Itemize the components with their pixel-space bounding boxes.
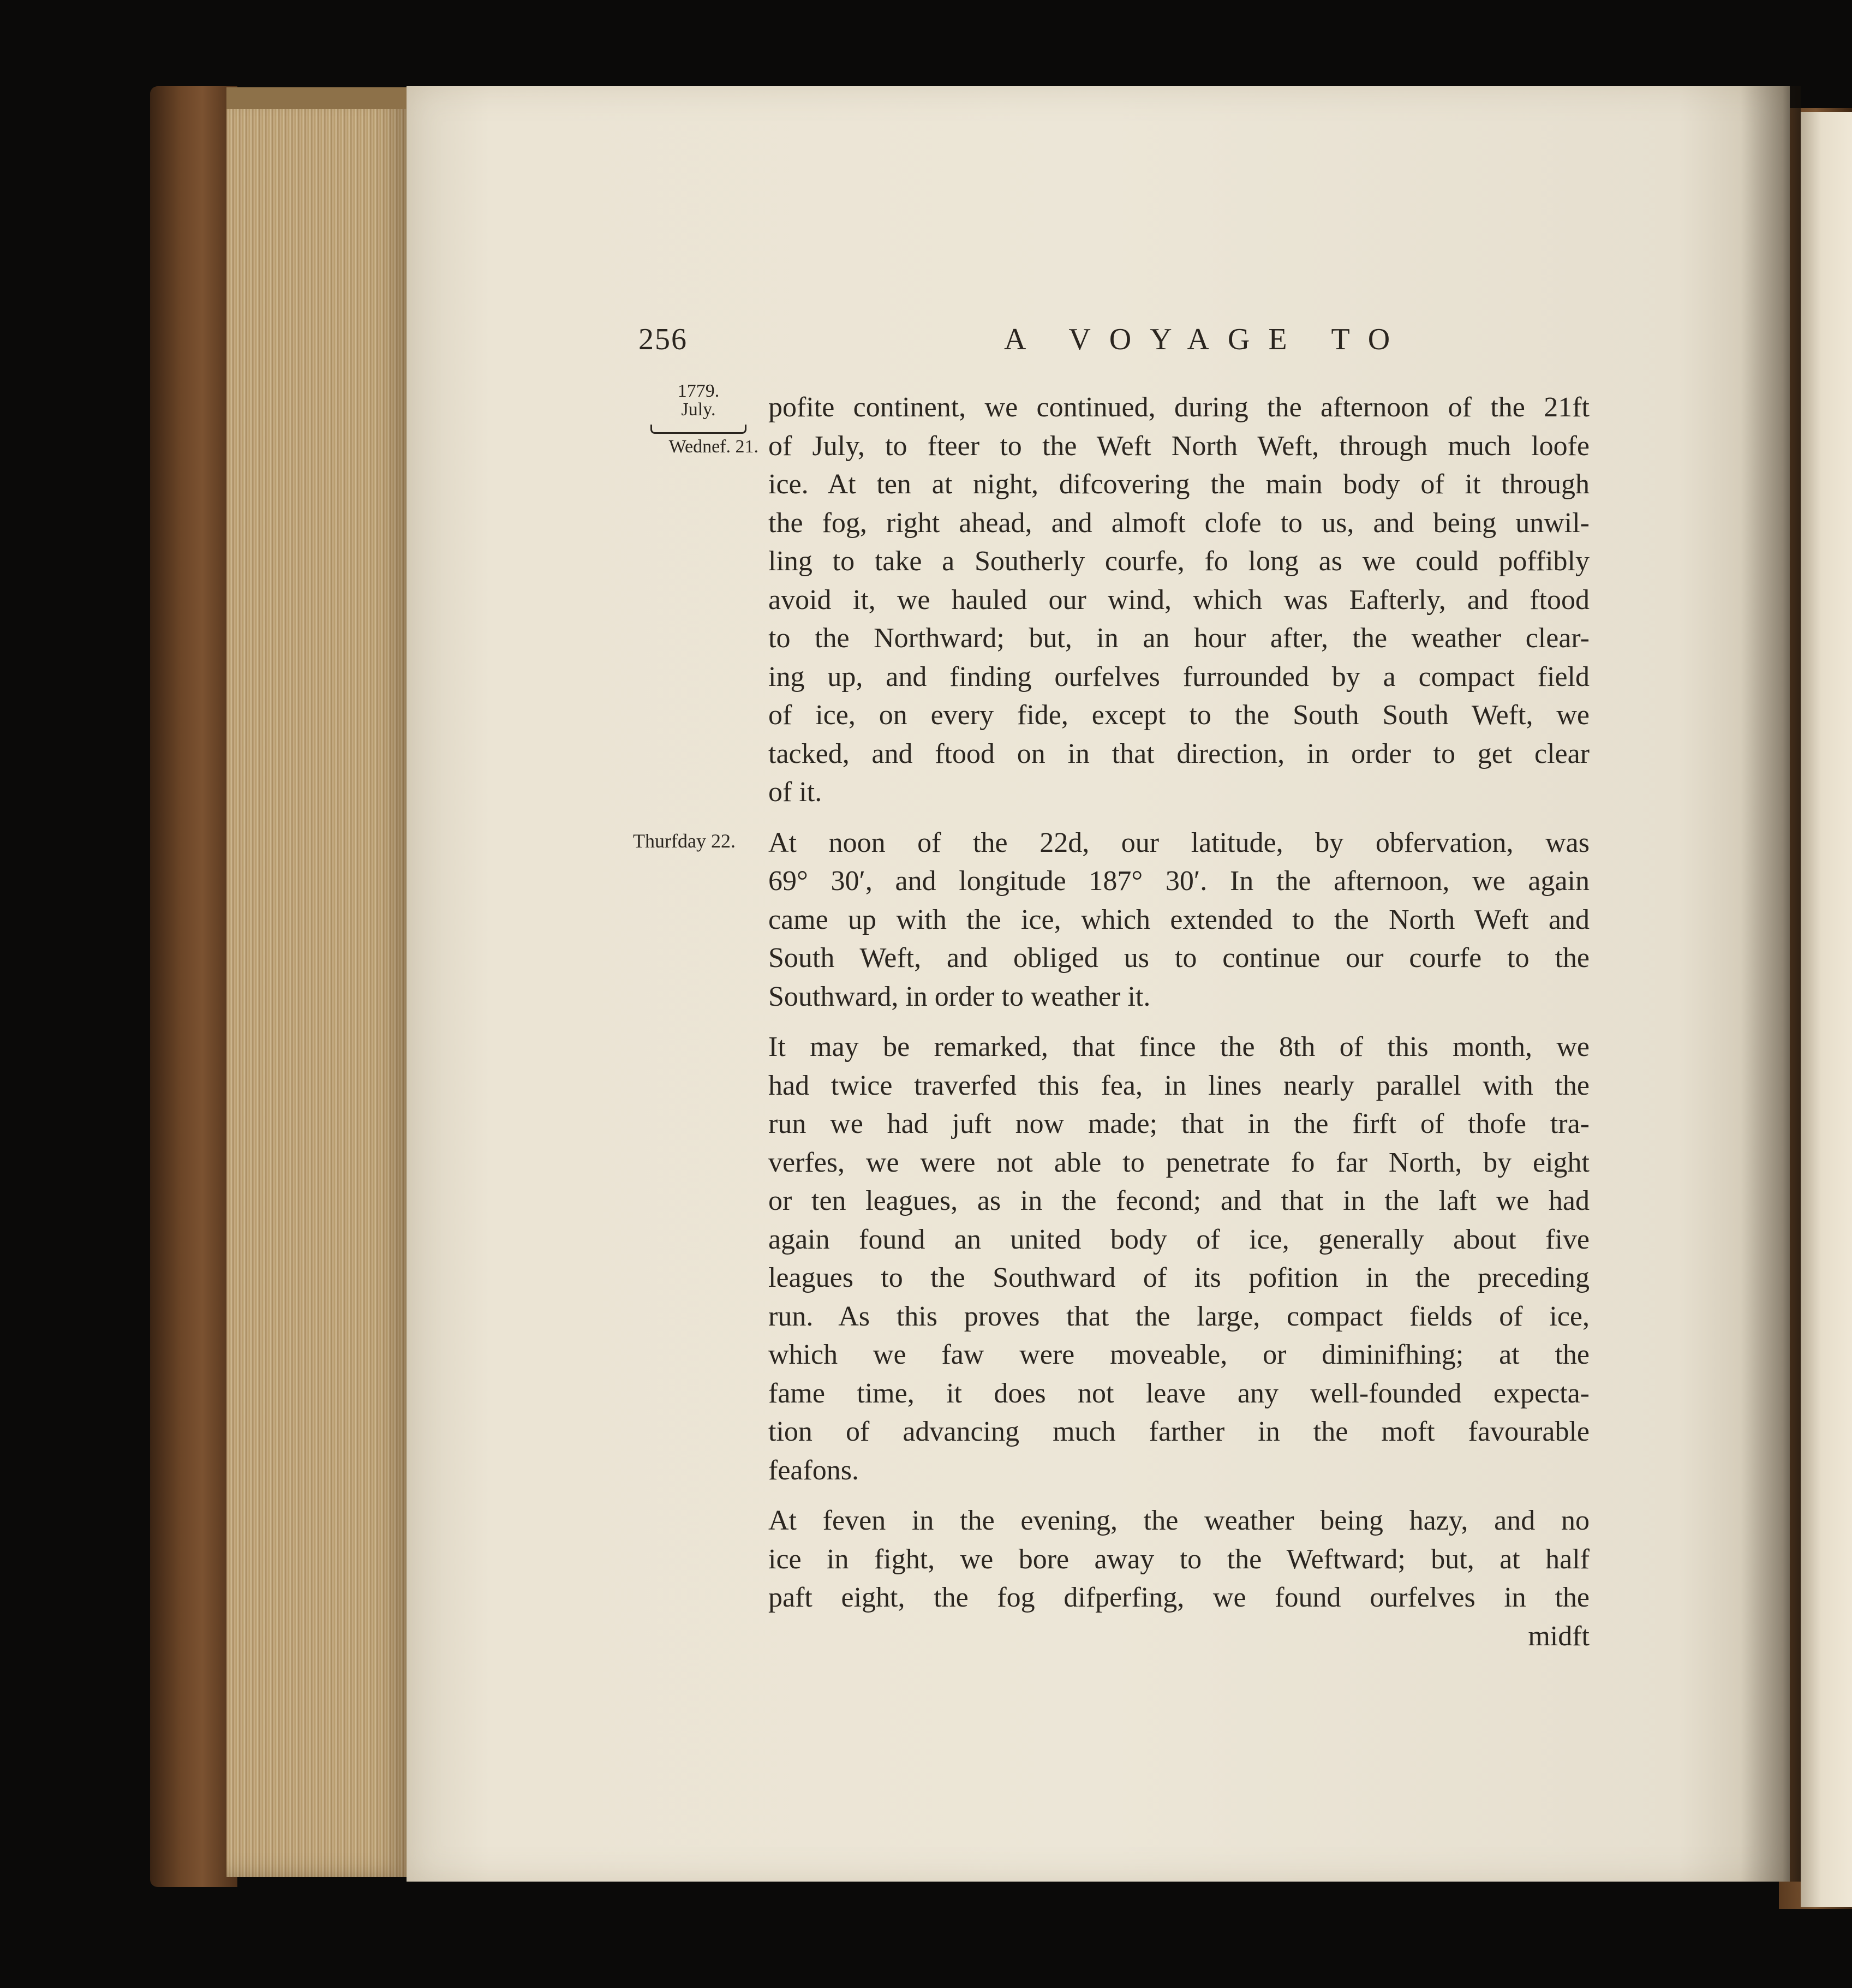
margin-day-thursday: Thurfday 22. <box>633 830 736 852</box>
facing-page-edge <box>1801 112 1852 1907</box>
margin-month: July. <box>681 399 716 420</box>
paragraph-3 <box>768 1028 1590 1490</box>
page-number: 256 <box>638 323 688 356</box>
text-line: fame time, it does not leave any well-founded expecta- <box>768 1377 1590 1409</box>
margin-day-wednesday: Wednef. 21. <box>668 437 758 457</box>
paragraph-4 <box>768 1502 1590 1617</box>
text-line: the fog, right ahead, and almoft clofe to us, and being unwil- <box>768 507 1590 539</box>
text-line: or ten leagues, as in the fecond; and that in the laft we had <box>768 1185 1590 1216</box>
text-line: feafons. <box>768 1454 859 1486</box>
margin-brace <box>650 425 746 434</box>
margin-year: 1779. <box>677 381 720 401</box>
book-cover-left <box>150 86 237 1887</box>
running-title: A VOYAGE TO <box>1004 323 1409 356</box>
page-block-edge <box>226 92 412 1877</box>
text-line: to the Northward; but, in an hour after, the weather clear- <box>768 623 1590 654</box>
text-line: At feven in the evening, the weather being hazy, and no <box>768 1505 1590 1536</box>
text-line: ing up, and finding ourfelves furrounded by a compact field <box>768 661 1590 692</box>
paragraph-1 <box>768 389 1590 812</box>
text-line: of it. <box>768 777 822 808</box>
text-line: again found an united body of ice, generally about five <box>768 1223 1590 1255</box>
text-line: paft eight, the fog difperfing, we found ourfelves in the <box>768 1582 1590 1613</box>
text-line: which we faw were moveable, or diminifhing; at the <box>768 1339 1590 1370</box>
text-line: ice in fight, we bore away to the Weftward; but, at half <box>768 1543 1590 1575</box>
text-line: At noon of the 22d, our latitude, by obfervation, was <box>768 827 1590 858</box>
body-text <box>768 389 1590 1656</box>
text-line: tion of advancing much farther in the moft favourable <box>768 1416 1590 1447</box>
text-line: ling to take a Southerly courfe, fo long as we could poffibly <box>768 546 1590 577</box>
text-line: run. As this proves that the large, compact fields of ice, <box>768 1300 1590 1332</box>
text-line: Southward, in order to weather it. <box>768 981 1151 1012</box>
text-line: ice. At ten at night, difcovering the main body of it through <box>768 469 1590 500</box>
text-line: It may be remarked, that fince the 8th of this month, we <box>768 1031 1590 1062</box>
text-line: tacked, and ftood on in that direction, in order to get clear <box>768 738 1590 769</box>
text-line: came up with the ice, which extended to the North Weft and <box>768 904 1590 935</box>
catchword: midft <box>1528 1620 1590 1652</box>
text-line: pofite continent, we continued, during the afternoon of the 21ft <box>768 392 1590 423</box>
gutter-shadow <box>1741 86 1801 1882</box>
text-line: 69° 30′, and longitude 187° 30′. In the afternoon, we again <box>768 865 1590 897</box>
text-line: avoid it, we hauled our wind, which was Eafterly, and ftood <box>768 584 1590 616</box>
running-head <box>633 322 1550 366</box>
text-line: South Weft, and obliged us to continue our courfe to the <box>768 942 1590 974</box>
text-line: of July, to fteer to the Weft North Weft, through much loofe <box>768 430 1590 462</box>
text-line: had twice traverfed this fea, in lines nearly parallel with the <box>768 1070 1590 1101</box>
page-block-top <box>226 87 412 109</box>
margin-note-date <box>633 382 764 458</box>
text-line: leagues to the Southward of its pofition in the preceding <box>768 1262 1590 1293</box>
paragraph-2 <box>768 824 1590 1017</box>
text-line: of ice, on every fide, except to the South South Weft, we <box>768 700 1590 731</box>
text-line: verfes, we were not able to penetrate fo far North, by eight <box>768 1147 1590 1178</box>
text-line: run we had juft now made; that in the firft of thofe tra- <box>768 1108 1590 1139</box>
